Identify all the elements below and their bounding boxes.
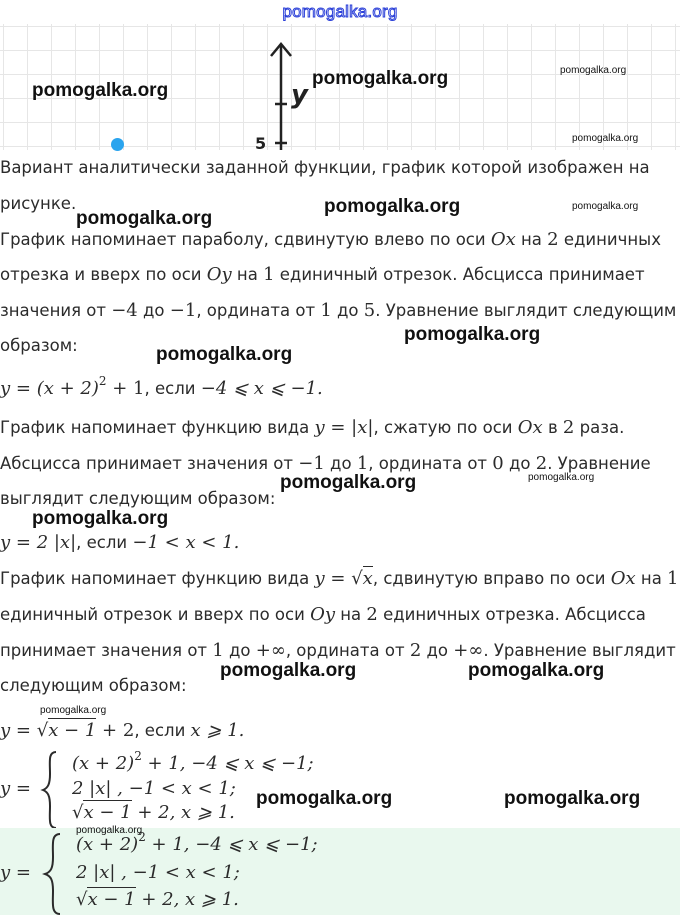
- text: , если: [76, 533, 133, 552]
- math-expr: y = (x + 2): [0, 378, 99, 399]
- watermark: pomogalka.org: [404, 324, 541, 345]
- math-num: 0: [492, 453, 504, 474]
- watermark: pomogalka.org: [76, 208, 213, 229]
- watermark: pomogalka.org: [156, 344, 293, 365]
- text: График напоминает функцию вида: [0, 418, 315, 437]
- system-row-1: [72, 749, 314, 774]
- text: до: [324, 454, 357, 473]
- paragraph-2-line-4: образом:: [0, 336, 78, 355]
- math-condition: −4 ⩽ x ⩽ −1.: [200, 378, 323, 399]
- text: График напоминает параболу, сдвинутую влево по оси: [0, 230, 491, 249]
- math-num: 1: [263, 264, 275, 285]
- math-num: 2: [562, 417, 575, 438]
- math-expr: + 2, x ⩾ 1.: [131, 802, 235, 823]
- watermark: pomogalka.org: [324, 196, 461, 217]
- watermark: pomogalka.org: [76, 825, 143, 836]
- text: , если: [134, 721, 191, 740]
- sqrt-icon: √: [351, 568, 363, 589]
- math-num: +∞: [453, 640, 484, 661]
- sqrt-icon: √: [72, 802, 84, 823]
- watermark: pomogalka.org: [572, 201, 639, 212]
- text: на: [335, 605, 367, 624]
- answer-row-3: [76, 889, 239, 910]
- text: , если: [144, 379, 201, 398]
- paragraph-1-line-2: рисунке.: [0, 194, 77, 213]
- watermark: pomogalka.org: [220, 660, 357, 681]
- paragraph-3-line-1: [0, 417, 624, 438]
- graph-point: [111, 138, 124, 151]
- left-brace-icon: [42, 832, 64, 916]
- math-expr: y =: [0, 720, 37, 741]
- text: единичных отрезка. Абсцисса: [377, 605, 646, 624]
- math-expr: (x + 2): [76, 834, 139, 855]
- answer-lhs: y =: [0, 862, 31, 883]
- watermark: pomogalka.org: [560, 65, 627, 76]
- math-num: 2: [535, 453, 548, 474]
- paragraph-2-line-1: [0, 229, 661, 250]
- math-expr: y =: [314, 568, 352, 589]
- math-radicand: x − 1: [87, 889, 136, 910]
- text: . Уравнение: [547, 454, 651, 473]
- left-brace-icon: [40, 750, 60, 830]
- math-num: −1: [298, 453, 325, 474]
- paragraph-4-line-2: [0, 604, 646, 625]
- watermark: pomogalka.org: [280, 472, 417, 493]
- paragraph-2-line-3: [0, 300, 676, 321]
- math-exponent: 2: [134, 749, 142, 763]
- math-num: 1: [320, 300, 332, 321]
- watermark: pomogalka.org: [312, 68, 449, 89]
- text: до: [137, 301, 170, 320]
- math-expr: + 1: [106, 378, 145, 399]
- paragraph-4-line-4: следующим образом:: [0, 676, 187, 695]
- text: единичный отрезок и вверх по оси: [0, 605, 311, 624]
- paragraph-3-line-2: [0, 453, 651, 474]
- system-lhs: y =: [0, 778, 31, 799]
- math-radicand: x: [362, 568, 373, 589]
- text: , ордината от: [368, 454, 493, 473]
- watermark: pomogalka.org: [256, 788, 393, 809]
- paragraph-4-line-1: [0, 568, 679, 589]
- text: до: [331, 301, 364, 320]
- math-num: 1: [212, 640, 224, 661]
- sqrt-icon: √: [36, 720, 49, 741]
- math-condition: x ⩾ 1.: [190, 720, 245, 741]
- math-expr: + 1, −4 ⩽ x ⩽ −1;: [145, 834, 318, 855]
- math-num: 2: [409, 640, 422, 661]
- text: раза.: [574, 418, 625, 437]
- tick-label: 5: [255, 134, 267, 153]
- math-expr: + 2, x ⩾ 1.: [135, 889, 239, 910]
- paragraph-1-line-1: Вариант аналитически заданной функции, график которой изображен на: [0, 158, 650, 177]
- watermark: pomogalka.org: [32, 80, 169, 101]
- math-ox: Ox: [610, 568, 636, 589]
- text: на: [231, 265, 264, 284]
- math-expr: + 2: [96, 720, 135, 741]
- math-ox: Ox: [490, 229, 516, 250]
- answer-row-2: 2 |x| , −1 < x < 1;: [76, 862, 240, 883]
- watermark: pomogalka.org: [572, 133, 639, 144]
- text: Абсцисса принимает значения от: [0, 454, 299, 473]
- math-num: 2: [547, 229, 559, 250]
- equation-3: [0, 720, 244, 741]
- math-condition: −1 < x < 1.: [132, 532, 240, 553]
- watermark: pomogalka.org: [468, 660, 605, 681]
- text: . Уравнение выглядит следующим: [375, 301, 677, 320]
- text: значения от: [0, 301, 112, 320]
- y-axis-label: y: [291, 80, 308, 110]
- text: на: [515, 230, 548, 249]
- math-oy: Oy: [206, 264, 232, 285]
- math-num: 5: [363, 300, 376, 321]
- text: , ордината от: [285, 641, 410, 660]
- paragraph-4-line-3: [0, 640, 676, 661]
- math-exponent: 2: [98, 374, 107, 388]
- site-name[interactable]: pomogalka.org: [282, 2, 398, 21]
- watermark: pomogalka.org: [40, 705, 107, 716]
- text: отрезка и вверх по оси: [0, 265, 207, 284]
- text: принимает значения от: [0, 641, 213, 660]
- system-row-2: 2 |x| , −1 < x < 1;: [72, 778, 236, 799]
- math-expr: y = 2 |x|: [0, 532, 77, 553]
- watermark: pomogalka.org: [528, 472, 595, 483]
- math-num: 1: [667, 568, 679, 589]
- text: до: [503, 454, 536, 473]
- text: в: [542, 418, 563, 437]
- paragraph-3-line-3: выглядит следующим образом:: [0, 489, 276, 508]
- equation-1: [0, 374, 323, 399]
- text: до: [223, 641, 256, 660]
- math-radicand: x − 1: [48, 720, 97, 741]
- math-radicand: x − 1: [83, 802, 132, 823]
- text: . Уравнение выглядит: [483, 641, 676, 660]
- math-num: +∞: [255, 640, 286, 661]
- paragraph-2-line-2: [0, 264, 645, 285]
- equation-2: [0, 532, 239, 553]
- math-expr: y = |x|: [314, 417, 374, 438]
- text: , сжатую по оси: [373, 418, 518, 437]
- text: единичных: [558, 230, 661, 249]
- text: График напоминает функцию вида: [0, 569, 315, 588]
- watermark: pomogalka.org: [504, 788, 641, 809]
- text: , сдвинутую вправо по оси: [372, 569, 611, 588]
- math-expr: (x + 2): [72, 753, 135, 774]
- math-oy: Oy: [310, 604, 335, 625]
- math-num: 2: [366, 604, 378, 625]
- system-row-3: [72, 802, 235, 823]
- math-num: −4: [111, 300, 138, 321]
- watermark: pomogalka.org: [32, 508, 169, 529]
- text: , ордината от: [196, 301, 321, 320]
- site-header[interactable]: [0, 0, 680, 26]
- math-num: 1: [356, 453, 369, 474]
- math-expr: + 1, −4 ⩽ x ⩽ −1;: [141, 753, 314, 774]
- text: до: [421, 641, 454, 660]
- text: на: [635, 569, 668, 588]
- math-exponent: 2: [138, 830, 146, 844]
- text: единичный отрезок. Абсцисса принимает: [274, 265, 645, 284]
- math-num: −1: [169, 300, 197, 321]
- math-ox: Ox: [517, 417, 543, 438]
- sqrt-icon: √: [76, 889, 88, 910]
